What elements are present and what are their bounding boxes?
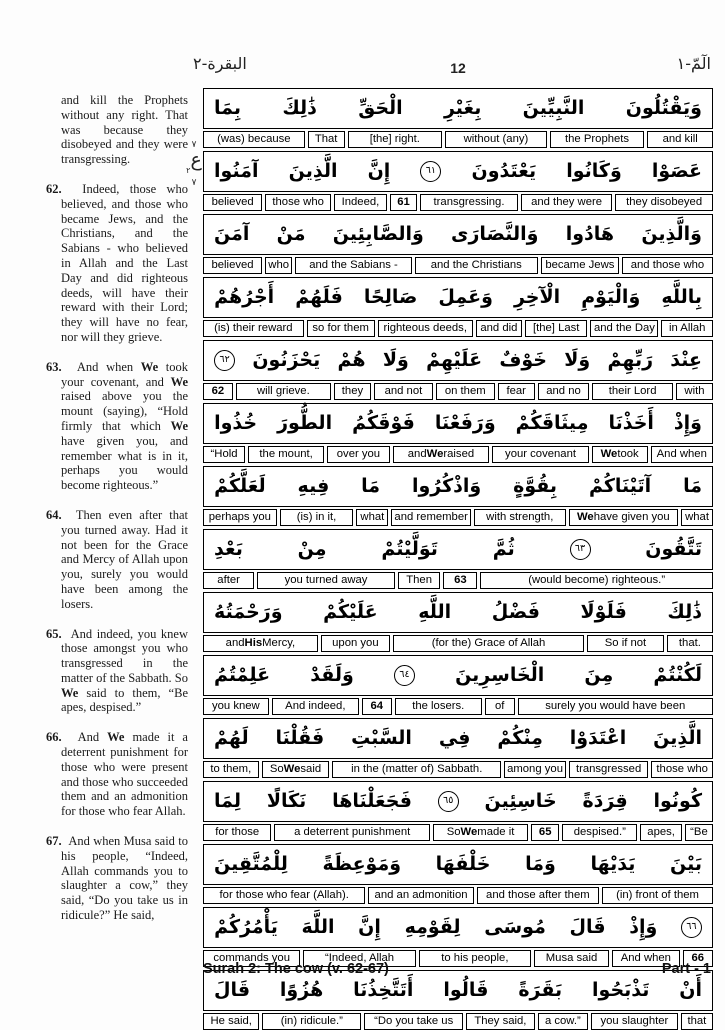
translation-sidebar — [46, 93, 191, 938]
arabic-word: فِي — [438, 727, 471, 749]
word-translation-cell: in Allah — [661, 320, 713, 337]
verse-row — [203, 151, 713, 211]
word-translation-cell: “Be — [685, 824, 713, 841]
arabic-verse-line — [203, 781, 713, 822]
arabic-word: لِقَوْمِهِ — [404, 916, 461, 938]
word-translation-row — [203, 320, 713, 337]
word-translation-cell: and they were — [521, 194, 612, 211]
ruku-bottom-number: ٧ — [191, 177, 197, 188]
ayah-number-marker: ٦٥ — [438, 791, 459, 812]
word-translation-cell: what — [681, 509, 713, 526]
word-translation-cell: perhaps you — [203, 509, 277, 526]
word-translation-cell: you slaughter — [591, 1013, 678, 1030]
word-translation-cell: Indeed, — [334, 194, 387, 211]
arabic-word: الَّذِينَ — [653, 727, 702, 749]
arabic-verse-line — [203, 466, 713, 507]
word-translation-cell: And when — [612, 950, 680, 967]
arabic-word: آمَنُوا — [214, 160, 259, 182]
arabic-word: لَعَلَّكُمْ — [214, 475, 266, 497]
arabic-word: تَذْبَحُوا — [592, 979, 650, 1001]
word-translation-cell: upon you — [321, 635, 390, 652]
word-translation-cell: commands you — [203, 950, 300, 967]
arabic-verse-line — [203, 718, 713, 759]
word-translation-cell: you turned away — [257, 572, 395, 589]
arabic-word: أَخَذْنَا — [608, 412, 654, 434]
arabic-word: لِلْمُتَّقِينَ — [214, 853, 288, 875]
word-translation-cell: and those who — [622, 257, 713, 274]
arabic-word: خَاسِئِينَ — [484, 790, 557, 812]
word-translation-cell: surely you would have been — [518, 698, 713, 715]
arabic-word: مُوسَى — [484, 916, 546, 938]
verse-row — [203, 277, 713, 337]
word-translation-cell: (is) in it, — [280, 509, 354, 526]
word-translation-cell: what — [356, 509, 388, 526]
word-translation-cell: the Prophets — [550, 131, 645, 148]
arabic-verse-line — [203, 277, 713, 318]
verse-number: 63. — [46, 359, 62, 374]
ayah-number-marker: ٦٢ — [214, 350, 235, 371]
word-translation-cell: on them — [436, 383, 495, 400]
arabic-word: الطُّورَ — [277, 412, 333, 434]
arabic-word: قِرَدَةً — [582, 790, 628, 812]
word-translation-cell: and remember — [391, 509, 471, 526]
word-translation-cell: We have given you — [569, 509, 679, 526]
arabic-word: وَمَا — [525, 853, 556, 875]
arabic-word: وَلَا — [382, 349, 409, 371]
arabic-word: إِنَّ — [367, 160, 391, 182]
word-translation-cell: believed — [203, 257, 262, 274]
translation-paragraph: 67. And when Musa said to his people, “Indeed, Allah commands you to slaughter a cow,” they said, “Do you take us in ridicule?” He said, — [46, 834, 188, 923]
arabic-word: قَالُوا — [443, 979, 489, 1001]
arabic-word: وَالصَّابِئِينَ — [332, 223, 424, 245]
verse-row — [203, 655, 713, 715]
footer-part-number: Part - 1 — [661, 961, 711, 977]
arabic-word: خَوْفٌ — [499, 349, 547, 371]
arabic-word: وَعَمِلَ — [438, 286, 493, 308]
header-page-number: 12 — [450, 60, 466, 76]
arabic-word: آمَنَ — [214, 223, 250, 245]
arabic-word: مِنْ — [297, 538, 327, 560]
verse-row — [203, 781, 713, 841]
verse-number: 67. — [46, 834, 62, 849]
arabic-word: هَادُوا — [565, 223, 615, 245]
quran-text-column — [203, 88, 713, 1030]
word-translation-cell: to his people, — [419, 950, 531, 967]
arabic-word: كُونُوا — [653, 790, 702, 812]
ayah-number-marker: ٦٦ — [681, 917, 702, 938]
arabic-word: قَالَ — [569, 916, 606, 938]
word-translation-cell: they disobeyed — [615, 194, 713, 211]
word-translation-row — [203, 761, 713, 778]
ayah-number-marker: ٦١ — [420, 161, 441, 182]
arabic-verse-line — [203, 844, 713, 885]
arabic-word: اللَّهَ — [301, 916, 335, 938]
translation-paragraph: 66. And We made it a deterrent punishment for those who were present and those who succeeded them and an admonition for those who fear Allah. — [46, 730, 188, 819]
word-translation-cell: so for them — [307, 320, 375, 337]
arabic-verse-line — [203, 151, 713, 192]
arabic-word: بَيْنَ — [670, 853, 702, 875]
word-translation-cell: 63 — [443, 572, 477, 589]
arabic-word: بَقَرَةً — [518, 979, 563, 1001]
arabic-word: الْحَقِّ — [358, 97, 403, 119]
word-translation-cell: So We said — [262, 761, 330, 778]
arabic-word: يَدَيْهَا — [590, 853, 636, 875]
word-translation-cell: after — [203, 572, 254, 589]
word-translation-cell: (would become) righteous.” — [480, 572, 713, 589]
ayah-number-marker: ٦٤ — [394, 665, 415, 686]
word-translation-cell: and no — [538, 383, 590, 400]
word-translation-cell: [the] Last — [525, 320, 588, 337]
arabic-word: اعْتَدَوْا — [569, 727, 627, 749]
arabic-word: مِنْكُمْ — [497, 727, 543, 749]
arabic-word: عَلَيْكُمْ — [323, 601, 378, 623]
word-translation-cell: without (any) — [445, 131, 547, 148]
word-translation-cell: became Jews — [541, 257, 619, 274]
word-translation-cell: And indeed, — [272, 698, 359, 715]
word-translation-cell: “Hold — [203, 446, 245, 463]
word-translation-cell: that. — [667, 635, 713, 652]
word-translation-cell: and We raised — [393, 446, 490, 463]
arabic-word: بِقُوَّةٍ — [513, 475, 558, 497]
arabic-word: يَعْتَدُونَ — [471, 160, 537, 182]
word-translation-cell: with — [676, 383, 713, 400]
arabic-word: وَالَّذِينَ — [641, 223, 702, 245]
arabic-word: وَلَا — [564, 349, 591, 371]
arabic-word: هُزُوًا — [279, 979, 324, 1001]
verse-row — [203, 214, 713, 274]
word-translation-cell: and the Christians — [415, 257, 538, 274]
arabic-word: وَيَقْتُلُونَ — [625, 97, 702, 119]
arabic-word: أَجْرُهُمْ — [214, 286, 275, 308]
word-translation-cell: and His Mercy, — [203, 635, 318, 652]
arabic-verse-line — [203, 907, 713, 948]
verse-row — [203, 907, 713, 967]
word-translation-row — [203, 572, 713, 589]
arabic-word: تَوَلَّيْتُمْ — [381, 538, 438, 560]
word-translation-cell: and kill — [647, 131, 713, 148]
word-translation-cell: (in) front of them — [602, 887, 713, 904]
arabic-word: تَتَّقُونَ — [645, 538, 702, 560]
arabic-word: لِمَا — [214, 790, 242, 812]
word-translation-cell: with strength, — [474, 509, 566, 526]
verse-row — [203, 844, 713, 904]
arabic-word: أَنْ — [679, 979, 702, 1001]
word-translation-row — [203, 509, 713, 526]
verse-number: 64. — [46, 507, 62, 522]
arabic-word: اللَّهِ — [418, 601, 452, 623]
arabic-word: بِمَا — [214, 97, 242, 119]
word-translation-row — [203, 383, 713, 400]
arabic-word: عَلِمْتُمُ — [214, 664, 271, 686]
word-translation-cell: who — [265, 257, 292, 274]
translation-paragraph: 63. And when We took your covenant, and We raised above you the mount (saying), “Hold firmly that which We have given you, and remember what is in it, perhaps you would become righteous.” — [46, 359, 188, 493]
word-translation-row — [203, 698, 713, 715]
word-translation-cell: their Lord — [592, 383, 673, 400]
word-translation-cell: believed — [203, 194, 262, 211]
word-translation-row — [203, 446, 713, 463]
arabic-word: قَالَ — [214, 979, 251, 1001]
verse-number: 65. — [46, 626, 62, 641]
word-translation-cell: 65 — [531, 824, 559, 841]
arabic-verse-line — [203, 214, 713, 255]
word-translation-cell: among you — [504, 761, 566, 778]
arabic-verse-line — [203, 403, 713, 444]
word-translation-cell: and did — [476, 320, 522, 337]
footer-surah-reference: Surah 2: The cow (v. 62-67) — [203, 961, 389, 977]
arabic-word: وَرَحْمَتُهُ — [214, 601, 283, 623]
word-translation-cell: transgressed — [569, 761, 649, 778]
arabic-word: الْآخِرِ — [513, 286, 561, 308]
translation-paragraph: 65. And indeed, you knew those amongst you who transgressed in the matter of the Sabbath. So We said to them, “Be apes, despised.” — [46, 626, 188, 715]
word-translation-cell: “Indeed, Allah — [303, 950, 415, 967]
arabic-word: الَّذِينَ — [288, 160, 338, 182]
word-translation-cell: That — [308, 131, 345, 148]
verse-row — [203, 592, 713, 652]
word-translation-cell: They said, — [466, 1013, 535, 1030]
arabic-word: وَلَقَدْ — [310, 664, 354, 686]
arabic-word: صَالِحًا — [363, 286, 418, 308]
arabic-word: فَضْلُ — [491, 601, 540, 623]
verse-row — [203, 403, 713, 463]
arabic-word: لَكُنْتُمْ — [653, 664, 702, 686]
arabic-word: لَهُمْ — [214, 727, 249, 749]
word-translation-row — [203, 257, 713, 274]
header-surah-name-arabic: البقرة-٢ — [193, 54, 247, 73]
arabic-word: عِنْدَ — [670, 349, 702, 371]
arabic-word: رَبِّهِمْ — [607, 349, 654, 371]
arabic-word: مَا — [361, 475, 381, 497]
word-translation-cell: the mount, — [248, 446, 324, 463]
verse-number: 66. — [46, 730, 62, 745]
arabic-word: وَإِذْ — [629, 916, 658, 938]
arabic-word: السَّبْتِ — [351, 727, 412, 749]
word-translation-cell: We took — [592, 446, 648, 463]
arabic-word: مِنَ — [584, 664, 614, 686]
word-translation-cell: (in) ridicule.” — [262, 1013, 361, 1030]
verse-row — [203, 466, 713, 526]
arabic-word: نَكَالًا — [266, 790, 307, 812]
arabic-word: فَوْقَكُمُ — [352, 412, 415, 434]
arabic-word: يَأْمُرُكُمْ — [214, 916, 278, 938]
arabic-word: الْخَاسِرِينَ — [455, 664, 545, 686]
arabic-verse-line — [203, 655, 713, 696]
ayah-number-marker: ٦٣ — [570, 539, 591, 560]
arabic-word: النَّبِيِّينَ — [522, 97, 585, 119]
arabic-word: فَلَهُمْ — [295, 286, 343, 308]
arabic-word: وَالْيَوْمِ — [581, 286, 641, 308]
arabic-word: ذَٰلِكَ — [282, 97, 317, 119]
arabic-word: فِيهِ — [297, 475, 330, 497]
word-translation-cell: So We made it — [433, 824, 528, 841]
word-translation-cell: (was) because — [203, 131, 305, 148]
header-juz-name-arabic: الٓمّ-١ — [676, 54, 711, 73]
arabic-word: وَرَفَعْنَا — [434, 412, 496, 434]
ruku-top-number: ٧ — [191, 140, 197, 150]
arabic-word: وَمَوْعِظَةً — [322, 853, 402, 875]
arabic-verse-line — [203, 340, 713, 381]
word-translation-cell: transgressing. — [420, 194, 518, 211]
ruku-sub-number: ٢ — [186, 165, 191, 175]
word-translation-cell: over you — [327, 446, 390, 463]
arabic-word: يَحْزَنُونَ — [252, 349, 321, 371]
arabic-word: بَعْدِ — [214, 538, 243, 560]
word-translation-cell: 62 — [203, 383, 233, 400]
word-translation-cell: and an admonition — [368, 887, 473, 904]
word-translation-cell: 61 — [390, 194, 417, 211]
ruku-ain-symbol: ع$_٢$ — [186, 149, 202, 175]
verse-row — [203, 340, 713, 400]
word-translation-cell: Musa said — [534, 950, 609, 967]
word-translation-cell: for those who fear (Allah). — [203, 887, 365, 904]
arabic-word: خُذُوا — [214, 412, 258, 434]
verse-number: 62. — [46, 181, 62, 196]
word-translation-cell: “Do you take us — [364, 1013, 463, 1030]
arabic-word: فَجَعَلْنَاهَا — [332, 790, 412, 812]
verse-row — [203, 88, 713, 148]
word-translation-cell: in the (matter of) Sabbath. — [332, 761, 501, 778]
word-translation-cell: apes, — [640, 824, 682, 841]
word-translation-cell: despised.” — [562, 824, 637, 841]
word-translation-cell: the losers. — [395, 698, 482, 715]
arabic-word: هُمْ — [337, 349, 366, 371]
word-translation-cell: those who — [265, 194, 331, 211]
word-translation-cell: and those after them — [477, 887, 599, 904]
word-translation-cell: So if not — [587, 635, 664, 652]
word-translation-row — [203, 1013, 713, 1030]
arabic-verse-line — [203, 592, 713, 633]
word-translation-cell: (for the) Grace of Allah — [393, 635, 584, 652]
arabic-word: ذَٰلِكَ — [667, 601, 702, 623]
word-translation-cell: you knew — [203, 698, 269, 715]
arabic-word: بِاللَّهِ — [661, 286, 702, 308]
word-translation-row — [203, 635, 713, 652]
word-translation-cell: will grieve. — [236, 383, 331, 400]
word-translation-cell: He said, — [203, 1013, 259, 1030]
verse-row — [203, 970, 713, 1030]
arabic-word: إِنَّ — [358, 916, 381, 938]
arabic-word: وَاذْكُرُوا — [411, 475, 482, 497]
word-translation-row — [203, 887, 713, 904]
arabic-word: وَإِذْ — [673, 412, 702, 434]
arabic-word: مَنْ — [276, 223, 306, 245]
word-translation-cell: righteous deeds, — [378, 320, 473, 337]
word-translation-cell: [the] right. — [348, 131, 443, 148]
word-translation-cell: your covenant — [492, 446, 589, 463]
word-translation-cell: And when — [651, 446, 714, 463]
arabic-word: آتَيْنَاكُمْ — [588, 475, 652, 497]
verse-row — [203, 718, 713, 778]
word-translation-cell: for those — [203, 824, 271, 841]
word-translation-cell: they — [334, 383, 371, 400]
word-translation-row — [203, 824, 713, 841]
word-translation-cell: Then — [398, 572, 441, 589]
arabic-word: وَكَانُوا — [566, 160, 622, 182]
arabic-verse-line — [203, 529, 713, 570]
translation-paragraph: and kill the Prophets without any right. That was because they disobeyed and they were transgressing. — [61, 93, 188, 167]
word-translation-row — [203, 194, 713, 211]
word-translation-cell: a deterrent punishment — [274, 824, 430, 841]
arabic-word: بِغَيْرِ — [443, 97, 482, 119]
word-translation-cell: fear — [498, 383, 535, 400]
word-translation-cell: and the Day — [590, 320, 658, 337]
arabic-word: ثُمَّ — [492, 538, 515, 560]
word-translation-cell: to them, — [203, 761, 259, 778]
word-translation-cell: of — [485, 698, 515, 715]
arabic-word: فَقُلْنَا — [275, 727, 325, 749]
word-translation-cell: and not — [374, 383, 433, 400]
arabic-word: مِيثَاقَكُمْ — [515, 412, 589, 434]
translation-paragraph: 62. Indeed, those who believed, and those who became Jews, and the Christians, and the Sabians - who believed in Allah and the Last Day and did righteous deeds, will have their reward with their Lord; they will have no fear, nor will they grieve. — [46, 181, 189, 344]
arabic-word: أَتَتَّخِذُنَا — [353, 979, 414, 1001]
arabic-word: عَصَوْا — [651, 160, 702, 182]
arabic-word: خَلْفَهَا — [435, 853, 491, 875]
arabic-word: عَلَيْهِمْ — [426, 349, 483, 371]
arabic-word: وَالنَّصَارَى — [451, 223, 539, 245]
word-translation-cell: those who — [651, 761, 713, 778]
word-translation-cell: that — [681, 1013, 713, 1030]
word-translation-cell: and the Sabians - — [295, 257, 412, 274]
word-translation-cell: a cow.” — [538, 1013, 588, 1030]
word-translation-cell: 64 — [362, 698, 392, 715]
arabic-word: مَا — [683, 475, 702, 497]
verse-row — [203, 529, 713, 589]
arabic-verse-line — [203, 88, 713, 129]
word-translation-cell: 66 — [683, 950, 713, 967]
word-translation-row — [203, 131, 713, 148]
translation-paragraph: 64. Then even after that you turned away. Had it not been for the Grace and Mercy of Allah upon you, surely you would have been among the losers. — [46, 507, 189, 611]
arabic-word: فَلَوْلَا — [580, 601, 627, 623]
word-translation-cell: (is) their reward — [203, 320, 304, 337]
